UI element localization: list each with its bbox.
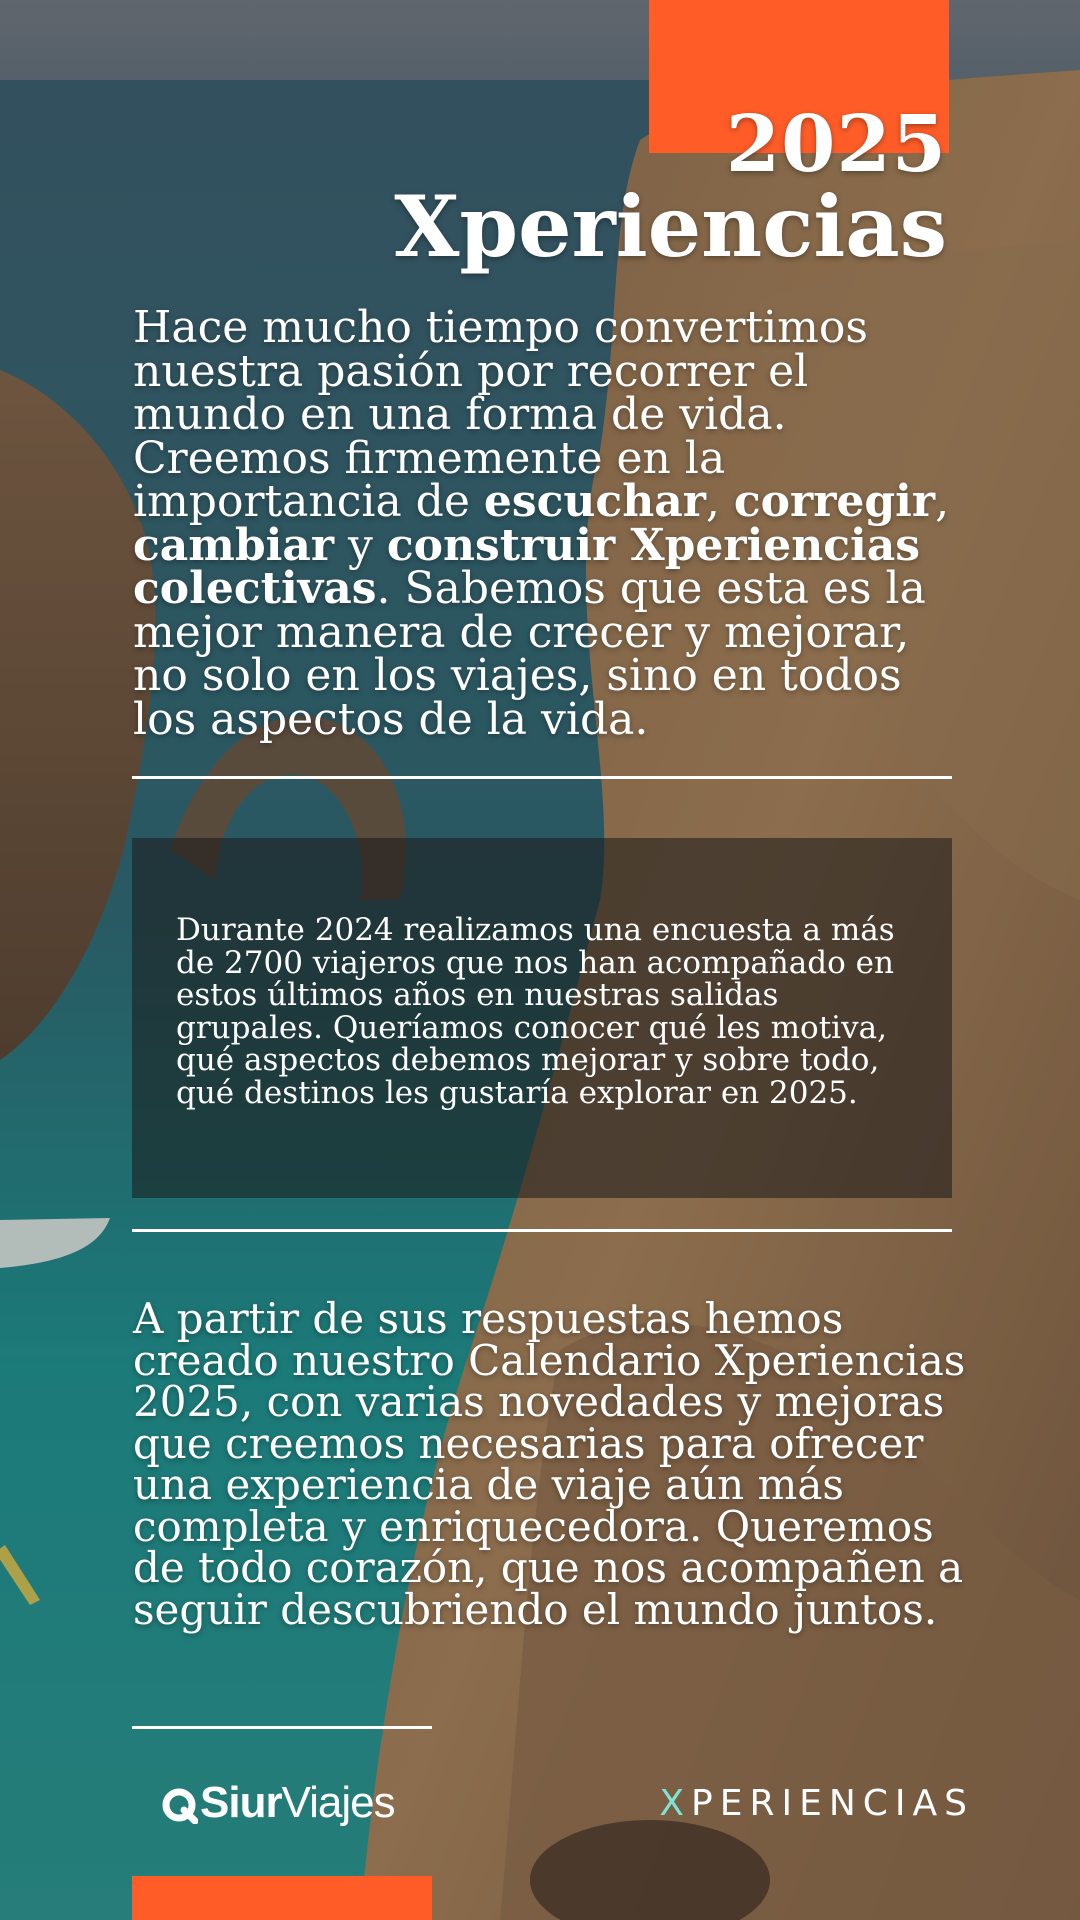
intro-bold-escuchar: escuchar [483, 476, 706, 527]
xperiencias-logo [659, 1783, 974, 1824]
siur-q-icon [162, 1785, 198, 1821]
xp-logo-rest: PERIENCIAS [691, 1783, 974, 1824]
intro-text-1: Hace mucho tiempo convertimos nuestra pasión por recorrer el mundo en una forma de vida. Creemos firmemente en la importancia de [133, 302, 868, 527]
intro-sep-2: , [935, 476, 950, 527]
title-name: Xperiencias [394, 177, 947, 276]
intro-sep-1: , [705, 476, 734, 527]
intro-sep-3: y [334, 519, 387, 571]
header-title [394, 99, 947, 276]
intro-paragraph [133, 302, 973, 745]
survey-text: Durante 2024 realizamos una encuesta a más de 2700 viajeros que nos han acompañado en estos últimos años en nuestras salidas grupales. Queríamos conocer qué les motiva, qué aspectos debemos mejorar y sobre todo, qué destinos les gustaría explorar en 2025. [176, 912, 895, 1111]
intro-bold-corregir: corregir [733, 476, 936, 527]
siur-logo-light: Viajes [281, 1778, 395, 1827]
xp-logo-x: X [659, 1783, 691, 1824]
survey-box [132, 838, 952, 1198]
siur-viajes-logo [162, 1778, 395, 1828]
divider-2 [132, 1229, 952, 1232]
title-year: 2025 [725, 99, 947, 190]
closing-paragraph: A partir de sus respuestas hemos creado nuestro Calendario Xperiencias 2025, con varias novedades y mejoras que creemos necesarias para ofrecer una experiencia de viaje aún más completa y enriquecedora. Queremos de todo corazón, que nos acompañen a seguir descubriendo el mundo juntos. [133, 1294, 966, 1634]
intro-bold-construir: construir Xperiencias colectivas [133, 519, 921, 614]
siur-logo-bold: Siur [200, 1778, 282, 1827]
intro-bold-cambiar: cambiar [133, 519, 335, 571]
intro-text-2: . Sabemos que esta es la mejor manera de crecer y mejorar, no solo en los viajes, sino en todos los aspectos de la vida. [133, 563, 926, 745]
divider-3 [132, 1726, 432, 1729]
accent-block-bottom [132, 1876, 432, 1920]
divider-1 [132, 776, 952, 779]
